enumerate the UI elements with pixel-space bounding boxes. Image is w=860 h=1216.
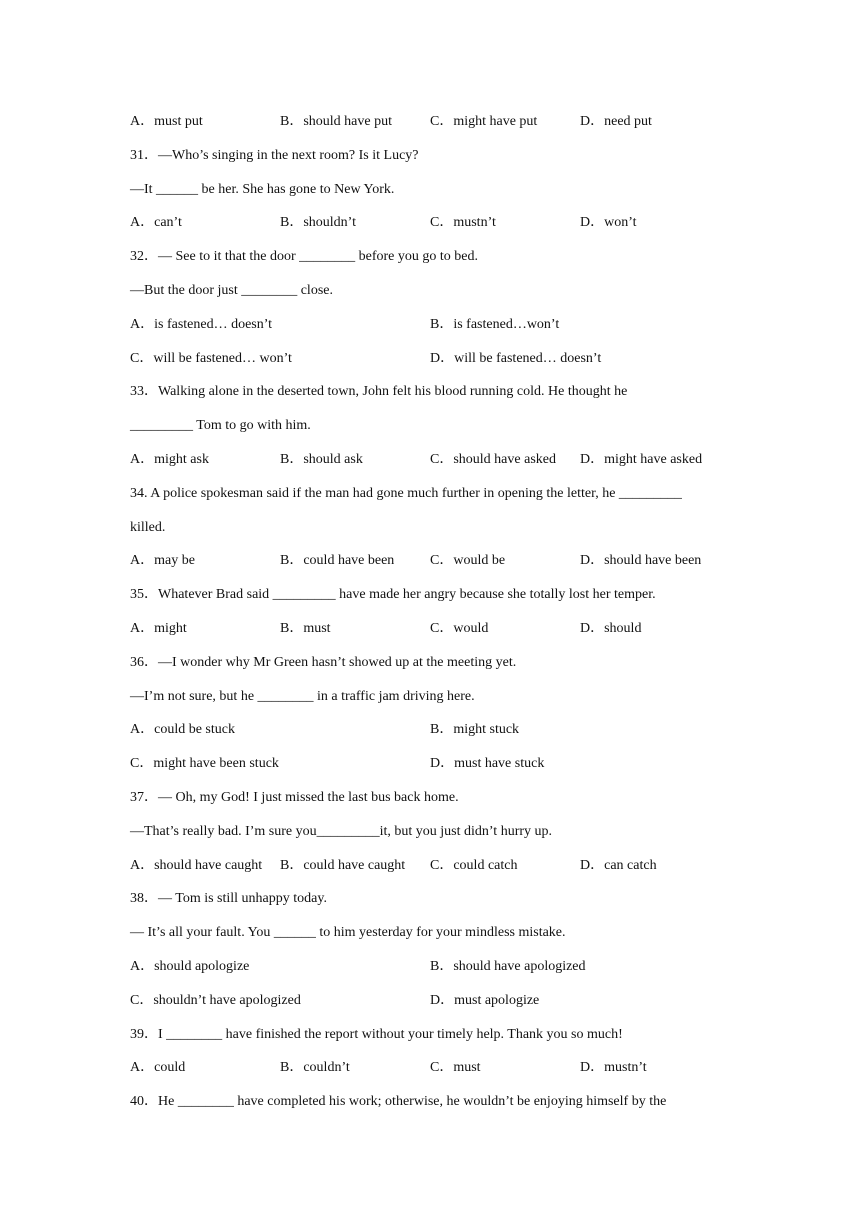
answer-option: D．can catch [580,858,657,873]
answer-option: C．could catch [430,858,518,873]
answer-option: B．couldn’t [280,1060,350,1075]
answer-option: C．will be fastened… won’t [130,351,292,366]
answer-option: D．might have asked [580,452,703,467]
question-stem-line: 38．— Tom is still unhappy today. [130,891,327,906]
answer-option: A．could be stuck [130,722,235,737]
answer-option: A．could [130,1060,186,1075]
answer-option: C．must [430,1060,481,1075]
question-stem-line: 33．Walking alone in the deserted town, John felt his blood running cold. He thought he [130,384,628,399]
answer-option: C．should have asked [430,452,556,467]
answer-option: D．won’t [580,215,637,230]
answer-option: C．would be [430,553,506,568]
question-stem-line: 37．— Oh, my God! I just missed the last bus back home. [130,790,459,805]
answer-option: D．will be fastened… doesn’t [430,351,602,366]
answer-option: C．might have put [430,114,538,129]
answer-option: D．should [580,621,642,636]
answer-option: B．is fastened…won’t [430,317,560,332]
answer-option: B．should ask [280,452,363,467]
question-stem-line: —But the door just ________ close. [130,283,333,298]
question-stem-line: killed. [130,520,166,535]
question-stem-line: 39．I ________ have finished the report without your timely help. Thank you so much! [130,1027,623,1042]
answer-option: C．would [430,621,489,636]
question-stem-line: — It’s all your fault. You ______ to him yesterday for your mindless mistake. [130,925,566,940]
question-stem-line: 32．— See to it that the door ________ before you go to bed. [130,249,478,264]
answer-option: C．shouldn’t have apologized [130,993,301,1008]
answer-option: B．could have been [280,553,395,568]
answer-option: B．could have caught [280,858,406,873]
answer-option: D．mustn’t [580,1060,647,1075]
answer-option: D．must have stuck [430,756,545,771]
answer-option: A．might [130,621,187,636]
answer-option: A．must put [130,114,203,129]
answer-option: D．must apologize [430,993,540,1008]
answer-option: C．mustn’t [430,215,496,230]
answer-option: B．might stuck [430,722,520,737]
answer-option: D．need put [580,114,652,129]
answer-option: A．might ask [130,452,209,467]
question-stem-line: 34. A police spokesman said if the man had gone much further in opening the letter, he _________ [130,486,682,501]
question-stem-line: —That’s really bad. I’m sure you_________it, but you just didn’t hurry up. [130,824,553,839]
question-stem-line: 36．—I wonder why Mr Green hasn’t showed up at the meeting yet. [130,655,517,670]
answer-option: B．should have apologized [430,959,586,974]
question-stem-line: —I’m not sure, but he ________ in a traffic jam driving here. [130,689,475,704]
answer-option: B．must [280,621,331,636]
question-stem-line: 31．—Who’s singing in the next room? Is it Lucy? [130,148,419,163]
question-stem-line: _________ Tom to go with him. [130,418,311,433]
answer-option: C．might have been stuck [130,756,279,771]
answer-option: A．should apologize [130,959,250,974]
answer-option: B．should have put [280,114,392,129]
answer-option: A．is fastened… doesn’t [130,317,273,332]
answer-option: D．should have been [580,553,702,568]
question-stem-line: —It ______ be her. She has gone to New York. [130,182,395,197]
question-stem-line: 40．He ________ have completed his work; otherwise, he wouldn’t be enjoying himself by the [130,1094,667,1109]
answer-option: B．shouldn’t [280,215,356,230]
question-stem-line: 35．Whatever Brad said _________ have made her angry because she totally lost her temper. [130,587,656,602]
answer-option: A．may be [130,553,195,568]
answer-option: A．can’t [130,215,182,230]
answer-option: A．should have caught [130,858,263,873]
